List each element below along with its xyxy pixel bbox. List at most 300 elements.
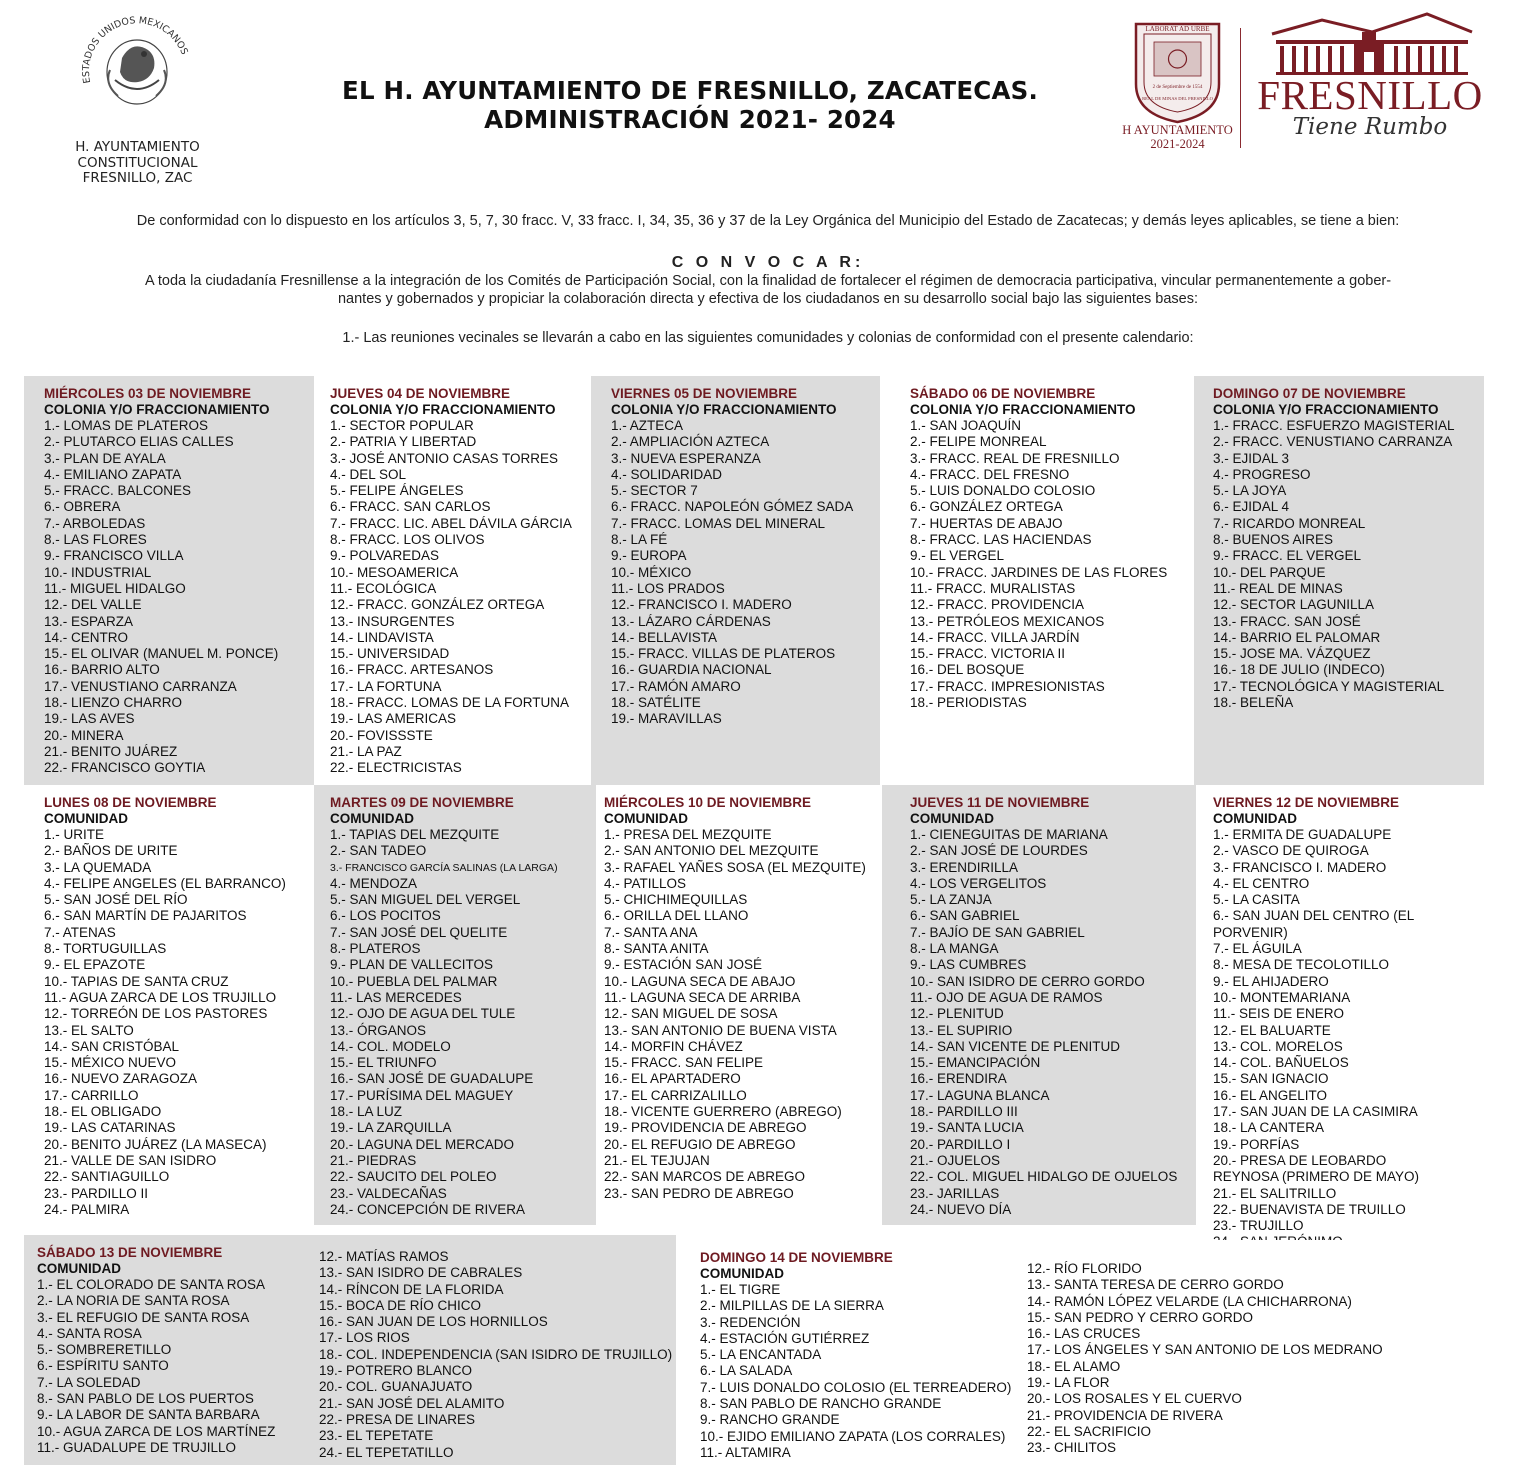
locality-item: 22.- PRESA DE LINARES <box>319 1411 476 1427</box>
locality-item: 13.- LÁZARO CÁRDENAS <box>611 613 771 629</box>
locality-item: 20.- MINERA <box>44 727 124 743</box>
locality-list <box>1027 1261 1383 1457</box>
locality-item: 18.- PARDILLO III <box>910 1104 1018 1120</box>
locality-item: 13.- EL SUPIRIO <box>910 1022 1013 1038</box>
locality-item: 5.- SAN JOSÉ DEL RÍO <box>44 892 188 908</box>
locality-item: 4.- FELIPE ANGELES (EL BARRANCO) <box>44 875 286 891</box>
locality-item: 6.- OBRERA <box>44 499 121 515</box>
locality-item: 18.- LA LUZ <box>330 1104 403 1120</box>
locality-item: 22.- ELECTRICISTAS <box>330 760 462 776</box>
locality-item: 14.- RAMÓN LÓPEZ VELARDE (LA CHICHARRONA) <box>1027 1293 1352 1309</box>
locality-item: 9.- ESTACIÓN SAN JOSÉ <box>604 957 763 973</box>
locality-item: 16.- 18 DE JULIO (INDECO) <box>1213 662 1385 678</box>
schedule-column <box>37 1241 275 1456</box>
convocatoria-line-2: nantes y gobernados y propiciar la colaboración directa y efectiva de los ciudadanos en su desarrollo social bajo las siguientes bases: <box>337 291 1199 307</box>
seal-caption-line: CONSTITUCIONAL <box>77 154 198 171</box>
locality-item: 2.- SAN ANTONIO DEL MEZQUITE <box>604 843 819 859</box>
locality-item: 18.- LIENZO CHARRO <box>44 695 183 711</box>
locality-item: 8.- SAN PABLO DE LOS PUERTOS <box>37 1391 254 1407</box>
locality-item: 3.- EL REFUGIO DE SANTA ROSA <box>37 1309 250 1325</box>
crest-caption <box>1115 124 1240 151</box>
locality-item: 13.- SAN ISIDRO DE CABRALES <box>319 1265 523 1281</box>
locality-item: 9.- RANCHO GRANDE <box>700 1412 840 1428</box>
locality-item: 7.- BAJÍO DE SAN GABRIEL <box>910 924 1085 940</box>
locality-item: 8.- LAS FLORES <box>44 532 147 548</box>
locality-item: 5.- LA CASITA <box>1213 892 1300 908</box>
locality-item: 16.- GUARDIA NACIONAL <box>611 662 772 678</box>
locality-item: 11.- OJO DE AGUA DE RAMOS <box>910 989 1103 1005</box>
locality-item: 22.- COL. MIGUEL HIDALGO DE OJUELOS <box>910 1169 1178 1185</box>
locality-item: 10.- SAN ISIDRO DE CERRO GORDO <box>910 973 1145 989</box>
locality-item: 6.- LOS POCITOS <box>330 908 441 924</box>
brand-name: FRESNILLO <box>1257 72 1483 118</box>
locality-item: 6.- ESPÍRITU SANTO <box>37 1358 169 1374</box>
locality-item: 16.- EL ANGELITO <box>1213 1087 1328 1103</box>
locality-item: 20.- EL REFUGIO DE ABREGO <box>604 1136 796 1152</box>
locality-item: 19.- SANTA LUCIA <box>910 1120 1024 1136</box>
locality-item: 1.- EL COLORADO DE SANTA ROSA <box>37 1277 266 1292</box>
locality-item: 13.- SANTA TERESA DE CERRO GORDO <box>1027 1277 1284 1293</box>
locality-item: 3.- FRANCISCO GARCÍA SALINAS (LA LARGA) <box>330 861 558 874</box>
locality-item: 17.- LOS RIOS <box>319 1330 410 1346</box>
locality-item: 14.- LINDAVISTA <box>330 629 434 645</box>
locality-item: 10.- MESOAMERICA <box>330 564 459 580</box>
locality-item: 22.- BUENAVISTA DE TRUILLO <box>1213 1201 1406 1217</box>
seal-caption-line: FRESNILLO, ZAC <box>82 170 193 186</box>
schedule-day-heading: VIERNES 12 DE NOVIEMBRE <box>1213 795 1400 810</box>
locality-item: 8.- MESA DE TECOLOTILLO <box>1213 957 1390 973</box>
locality-item: 22.- EL SACRIFICIO <box>1027 1423 1152 1439</box>
schedule-type-heading: COLONIA Y/O FRACCIONAMIENTO <box>1213 402 1439 417</box>
locality-item: 10.- MÉXICO <box>611 564 692 580</box>
locality-item: 16.- NUEVO ZARAGOZA <box>44 1071 198 1087</box>
locality-item: 11.- ALTAMIRA <box>700 1444 791 1460</box>
locality-item: 17.- TECNOLÓGICA Y MAGISTERIAL <box>1213 678 1445 694</box>
locality-item: 17.- LA FORTUNA <box>330 678 442 694</box>
locality-item: 11.- ECOLÓGICA <box>330 580 437 596</box>
brand-tagline: Tiene Rumbo <box>1292 114 1448 140</box>
schedule-column <box>1213 791 1428 1251</box>
locality-item: 3.- FRACC. REAL DE FRESNILLO <box>910 450 1120 466</box>
locality-item: 24.- PALMIRA <box>44 1201 130 1217</box>
locality-item: 9.- EL AHIJADERO <box>1213 973 1329 989</box>
locality-item: 11.- LAGUNA SECA DE ARRIBA <box>604 989 801 1005</box>
schedule-type-heading: COMUNIDAD <box>330 811 414 826</box>
locality-item: 4.- ESTACIÓN GUTIÉRREZ <box>700 1330 870 1346</box>
base-1-text: 1.- Las reuniones vecinales se llevarán a cabo en las siguientes comunidades y colonias de conformidad con el presente calendario: <box>342 330 1194 346</box>
schedule-type-heading: COMUNIDAD <box>37 1261 121 1276</box>
locality-item: 5.- FELIPE ÁNGELES <box>330 483 464 499</box>
locality-item: 5.- SOMBRERETILLO <box>37 1342 172 1358</box>
locality-item: 15.- UNIVERSIDAD <box>330 646 450 662</box>
locality-item: 2.- AMPLIACIÓN AZTECA <box>611 434 770 450</box>
locality-item: 19.- LA ZARQUILLA <box>330 1120 452 1136</box>
locality-item: 17.- SAN JUAN DE LA CASIMIRA <box>1213 1104 1418 1120</box>
crest-caption-line: 2021-2024 <box>1150 136 1205 151</box>
schedule-column <box>1027 1257 1383 1457</box>
locality-list <box>330 418 572 777</box>
locality-item: 6.- SAN MARTÍN DE PAJARITOS <box>44 908 247 924</box>
locality-item: 13.- COL. MORELOS <box>1213 1038 1343 1054</box>
locality-list <box>700 1282 1011 1461</box>
locality-item: 4.- PATILLOS <box>604 875 687 891</box>
locality-item: 1.- SECTOR POPULAR <box>330 418 474 433</box>
locality-item: 21.- VALLE DE SAN ISIDRO <box>44 1152 217 1168</box>
locality-item: 16.- ERENDIRA <box>910 1071 1007 1087</box>
locality-item: 5.- CHICHIMEQUILLAS <box>604 892 748 908</box>
locality-item: 10.- LAGUNA SECA DE ABAJO <box>604 973 796 989</box>
locality-item: 4.- SOLIDARIDAD <box>611 466 723 482</box>
locality-item: 8.- SANTA ANITA <box>604 941 709 957</box>
locality-item: 7.- SANTA ANA <box>604 924 698 940</box>
locality-item: 10.- INDUSTRIAL <box>44 564 152 580</box>
locality-item: 14.- COL. MODELO <box>330 1038 451 1054</box>
locality-item: 3.- PLAN DE AYALA <box>44 450 166 466</box>
locality-item: 22.- SANTIAGUILLO <box>44 1169 170 1185</box>
convocatoria-line-1: A toda la ciudadanía Fresnillense a la integración de los Comités de Participación Social, con la finalidad de fortalecer el régimen de democracia participativa, vincular permanentemente a gober- <box>144 273 1392 289</box>
crest-motto: LABORAT AD URBE <box>1145 25 1210 33</box>
schedule-type-heading: COLONIA Y/O FRACCIONAMIENTO <box>330 402 556 417</box>
locality-item: 15.- FRACC. VILLAS DE PLATEROS <box>611 646 836 662</box>
locality-item: 21.- PIEDRAS <box>330 1152 417 1168</box>
locality-item: 11.- FRACC. MURALISTAS <box>910 580 1076 596</box>
locality-item: 14.- FRACC. VILLA JARDÍN <box>910 629 1080 645</box>
locality-item: 19.- LAS CATARINAS <box>44 1120 176 1136</box>
locality-item: 20.- PARDILLO I <box>910 1136 1011 1152</box>
crest-ring-text: REAL DE MINAS DEL FRESNILLO <box>1142 96 1213 101</box>
schedule-column <box>1213 382 1455 711</box>
locality-item: 15.- BOCA DE RÍO CHICO <box>319 1297 482 1313</box>
locality-item: 5.- LA JOYA <box>1213 483 1287 499</box>
locality-item: 12.- DEL VALLE <box>44 597 142 613</box>
locality-list <box>910 418 1167 711</box>
locality-item: 20.- LOS ROSALES Y EL CUERVO <box>1027 1391 1242 1407</box>
locality-item: 19.- LAS AVES <box>44 711 135 727</box>
locality-item: 17.- EL CARRIZALILLO <box>604 1087 747 1103</box>
fresnillo-crest-shield <box>1130 20 1225 124</box>
locality-list <box>1213 418 1455 711</box>
locality-item: 1.- ERMITA DE GUADALUPE <box>1213 827 1392 842</box>
locality-item: 14.- COL. BAÑUELOS <box>1213 1055 1349 1071</box>
locality-item: 10.- EJIDO EMILIANO ZAPATA (LOS CORRALES) <box>700 1428 1006 1444</box>
schedule-column <box>700 1246 1011 1461</box>
locality-item: 14.- RÍNCON DE LA FLORIDA <box>319 1281 504 1297</box>
seal-ring-text: ESTADOS UNIDOS MEXICANOS <box>80 15 190 85</box>
locality-item: 14.- SAN CRISTÓBAL <box>44 1038 180 1054</box>
locality-item: 6.- EJIDAL 4 <box>1213 499 1290 515</box>
locality-item: 7.- FRACC. LIC. ABEL DÁVILA GÁRCIA <box>330 515 572 531</box>
schedule-column <box>330 382 572 777</box>
locality-item: 19.- POTRERO BLANCO <box>319 1363 473 1379</box>
locality-item: 2.- VASCO DE QUIROGA <box>1213 843 1369 859</box>
locality-item: 21.- LA PAZ <box>330 743 402 759</box>
locality-item: 22.- FRANCISCO GOYTIA <box>44 760 206 776</box>
convocar-heading: C O N V O C A R: <box>671 254 865 271</box>
schedule-day-heading: SÁBADO 06 DE NOVIEMBRE <box>910 386 1096 401</box>
locality-item: 15.- EL TRIUNFO <box>330 1055 437 1071</box>
locality-item: 9.- FRACC. EL VERGEL <box>1213 548 1362 564</box>
locality-item: 14.- MORFIN CHÁVEZ <box>604 1038 743 1054</box>
locality-item: 7.- HUERTAS DE ABAJO <box>910 515 1063 531</box>
locality-item: 21.- BENITO JUÁREZ <box>44 743 178 759</box>
locality-item: 7.- FRACC. LOMAS DEL MINERAL <box>611 515 826 531</box>
locality-item: 9.- EUROPA <box>611 548 687 564</box>
schedule-column <box>910 382 1167 711</box>
locality-item: 22.- SAUCITO DEL POLEO <box>330 1169 497 1185</box>
locality-item: 20.- PRESA DE LEOBARDO REYNOSA (PRIMERO DE MAYO) <box>1213 1152 1420 1185</box>
locality-item: 9.- PLAN DE VALLECITOS <box>330 957 494 973</box>
locality-item: 3.- RAFAEL YAÑES SOSA (EL MEZQUITE) <box>604 859 866 875</box>
locality-item: 12.- OJO DE AGUA DEL TULE <box>330 1006 516 1022</box>
schedule-column <box>910 791 1177 1218</box>
title-line-1: EL H. AYUNTAMIENTO DE FRESNILLO, ZACATECAS. <box>342 76 1038 105</box>
locality-item: 12.- FRACC. GONZÁLEZ ORTEGA <box>330 597 545 613</box>
locality-item: 1.- FRACC. ESFUERZO MAGISTERIAL <box>1213 418 1455 433</box>
schedule-type-heading: COMUNIDAD <box>910 811 994 826</box>
locality-list <box>910 827 1177 1218</box>
logo-divider <box>1240 28 1241 148</box>
locality-item: 1.- TAPIAS DEL MEZQUITE <box>330 827 500 842</box>
locality-item: 15.- JOSE MA. VÁZQUEZ <box>1213 646 1371 662</box>
locality-item: 1.- EL TIGRE <box>700 1282 781 1297</box>
locality-item: 9.- POLVAREDAS <box>330 548 440 564</box>
locality-item: 4.- EL CENTRO <box>1213 875 1310 891</box>
locality-item: 18.- SATÉLITE <box>611 695 701 711</box>
locality-item: 9.- EL VERGEL <box>910 548 1005 564</box>
locality-item: 13.- INSURGENTES <box>330 613 455 629</box>
locality-list <box>319 1249 672 1461</box>
locality-item: 21.- EL TEJUJAN <box>604 1152 710 1168</box>
locality-item: 1.- URITE <box>44 827 105 842</box>
locality-item: 6.- SAN JUAN DEL CENTRO (EL PORVENIR) <box>1213 908 1414 940</box>
schedule-column <box>604 791 866 1202</box>
locality-list <box>1213 827 1428 1251</box>
locality-item: 10.- DEL PARQUE <box>1213 564 1326 580</box>
locality-item: 5.- FRACC. BALCONES <box>44 483 192 499</box>
locality-item: 17.- LOS ÁNGELES Y SAN ANTONIO DE LOS MEDRANO <box>1027 1342 1383 1358</box>
locality-item: 17.- PURÍSIMA DEL MAGUEY <box>330 1087 514 1103</box>
locality-item: 15.- FRACC. SAN FELIPE <box>604 1055 764 1071</box>
locality-list <box>330 827 558 1218</box>
locality-item: 20.- FOVISSSTE <box>330 727 433 743</box>
locality-item: 5.- SAN MIGUEL DEL VERGEL <box>330 892 521 908</box>
locality-item: 4.- LOS VERGELITOS <box>910 875 1047 891</box>
locality-item: 18.- COL. INDEPENDENCIA (SAN ISIDRO DE TRUJILLO) <box>319 1346 673 1362</box>
crest-caption-line: H AYUNTAMIENTO <box>1122 123 1233 137</box>
locality-item: 21.- PROVIDENCIA DE RIVERA <box>1027 1407 1223 1423</box>
locality-item: 13.- ESPARZA <box>44 613 134 629</box>
locality-item: 8.- SAN PABLO DE RANCHO GRANDE <box>700 1396 942 1412</box>
locality-item: 3.- EJIDAL 3 <box>1213 450 1290 466</box>
locality-item: 4.- DEL SOL <box>330 466 407 482</box>
schedule-day-heading: JUEVES 11 DE NOVIEMBRE <box>910 795 1090 810</box>
locality-item: 18.- EL ALAMO <box>1027 1358 1121 1374</box>
locality-item: 5.- SECTOR 7 <box>611 483 698 499</box>
schedule-day-heading: MIÉRCOLES 03 DE NOVIEMBRE <box>44 386 252 401</box>
seal-caption <box>50 140 225 187</box>
schedule-type-heading: COMUNIDAD <box>44 811 128 826</box>
locality-item: 12.- SECTOR LAGUNILLA <box>1213 597 1375 613</box>
locality-item: 21.- EL SALITRILLO <box>1213 1185 1337 1201</box>
locality-item: 8.- PLATEROS <box>330 941 421 957</box>
locality-list <box>44 827 286 1218</box>
locality-item: 3.- LA QUEMADA <box>44 859 152 875</box>
locality-item: 16.- FRACC. ARTESANOS <box>330 662 494 678</box>
locality-item: 11.- MIGUEL HIDALGO <box>44 580 186 596</box>
seal-caption-line: H. AYUNTAMIENTO <box>75 139 200 155</box>
locality-item: 17.- VENUSTIANO CARRANZA <box>44 678 237 694</box>
locality-item: 4.- PROGRESO <box>1213 466 1311 482</box>
intro-paragraph: De conformidad con lo dispuesto en los artículos 3, 5, 7, 30 fracc. V, 33 fracc. I, 34, 35, 36 y 37 de la Ley Orgánica del Municipio del Estado de Zacatecas; y demás leyes aplicables, se tiene a bien: <box>136 213 1400 229</box>
locality-item: 20.- LAGUNA DEL MERCADO <box>330 1136 515 1152</box>
schedule-column <box>44 791 286 1218</box>
locality-item: 18.- VICENTE GUERRERO (ABREGO) <box>604 1104 842 1120</box>
locality-item: 23.- CHILITOS <box>1027 1440 1117 1456</box>
locality-item: 15.- SAN PEDRO Y CERRO GORDO <box>1027 1309 1254 1325</box>
locality-item: 19.- PROVIDENCIA DE ABREGO <box>604 1120 807 1136</box>
locality-item: 10.- FRACC. JARDINES DE LAS FLORES <box>910 564 1168 580</box>
locality-item: 15.- MÉXICO NUEVO <box>44 1055 177 1071</box>
locality-item: 15.- EL OLIVAR (MANUEL M. PONCE) <box>44 646 279 662</box>
locality-item: 13.- SAN ANTONIO DE BUENA VISTA <box>604 1022 837 1038</box>
locality-item: 20.- COL. GUANAJUATO <box>319 1379 473 1395</box>
locality-item: 12.- FRACC. PROVIDENCIA <box>910 597 1085 613</box>
locality-item: 15.- FRACC. VICTORIA II <box>910 646 1066 662</box>
locality-item: 24.- NUEVO DÍA <box>910 1201 1012 1217</box>
locality-item: 11.- SEIS DE ENERO <box>1213 1006 1345 1022</box>
locality-item: 3.- JOSÉ ANTONIO CASAS TORRES <box>330 450 559 466</box>
locality-item: 2.- LA NORIA DE SANTA ROSA <box>37 1293 230 1309</box>
locality-item: 1.- SAN JOAQUÍN <box>910 418 1022 433</box>
locality-list <box>604 827 866 1202</box>
locality-item: 16.- DEL BOSQUE <box>910 662 1025 678</box>
locality-list <box>611 418 853 728</box>
locality-item: 19.- MARAVILLAS <box>611 711 722 727</box>
locality-item: 7.- ARBOLEDAS <box>44 515 146 531</box>
locality-item: 18.- BELEÑA <box>1213 695 1294 711</box>
locality-item: 4.- EMILIANO ZAPATA <box>44 466 182 482</box>
locality-item: 8.- BUENOS AIRES <box>1213 532 1334 548</box>
schedule-type-heading: COMUNIDAD <box>1213 811 1297 826</box>
schedule-day-heading: LUNES 08 DE NOVIEMBRE <box>44 795 217 810</box>
locality-item: 12.- TORREÓN DE LOS PASTORES <box>44 1006 268 1022</box>
locality-item: 4.- SANTA ROSA <box>37 1325 142 1341</box>
locality-item: 6.- FRACC. SAN CARLOS <box>330 499 491 515</box>
locality-item: 2.- SAN TADEO <box>330 843 427 859</box>
locality-item: 7.- LA SOLEDAD <box>37 1374 141 1390</box>
locality-item: 17.- CARRILLO <box>44 1087 139 1103</box>
locality-item: 14.- BELLAVISTA <box>611 629 718 645</box>
locality-item: 21.- OJUELOS <box>910 1152 1001 1168</box>
locality-item: 12.- RÍO FLORIDO <box>1027 1261 1142 1276</box>
schedule-day-heading: DOMINGO 07 DE NOVIEMBRE <box>1213 386 1406 401</box>
locality-item: 1.- LOMAS DE PLATEROS <box>44 418 209 433</box>
locality-item: 7.- EL ÁGUILA <box>1213 941 1302 957</box>
locality-item: 10.- PUEBLA DEL PALMAR <box>330 973 498 989</box>
locality-item: 13.- PETRÓLEOS MEXICANOS <box>910 613 1105 629</box>
locality-item: 12.- MATÍAS RAMOS <box>319 1249 449 1264</box>
locality-item: 11.- LAS MERCEDES <box>330 989 462 1005</box>
locality-item: 2.- PLUTARCO ELIAS CALLES <box>44 434 234 450</box>
fresnillo-skyline-logo <box>1262 12 1482 76</box>
schedule-column <box>330 791 558 1218</box>
locality-item: 18.- FRACC. LOMAS DE LA FORTUNA <box>330 695 570 711</box>
locality-item: 3.- NUEVA ESPERANZA <box>611 450 761 466</box>
locality-item: 9.- FRANCISCO VILLA <box>44 548 184 564</box>
locality-item: 13.- ÓRGANOS <box>330 1022 427 1038</box>
convocatoria-paragraph <box>40 272 1496 308</box>
locality-item: 5.- LA ZANJA <box>910 892 992 908</box>
locality-item: 3.- ERENDIRILLA <box>910 859 1019 875</box>
locality-item: 5.- LUIS DONALDO COLOSIO <box>910 483 1096 499</box>
locality-item: 13.- FRACC. SAN JOSÉ <box>1213 613 1361 629</box>
locality-item: 16.- LAS CRUCES <box>1027 1326 1141 1342</box>
locality-item: 18.- PERIODISTAS <box>910 695 1027 711</box>
locality-item: 8.- FRACC. LOS OLIVOS <box>330 532 485 548</box>
locality-item: 10.- AGUA ZARCA DE LOS MARTÍNEZ <box>37 1423 276 1439</box>
document-title <box>270 76 1110 134</box>
locality-item: 23.- EL TEPETATE <box>319 1428 434 1444</box>
locality-item: 21.- SAN JOSÉ DEL ALAMITO <box>319 1395 505 1411</box>
locality-item: 8.- FRACC. LAS HACIENDAS <box>910 532 1092 548</box>
locality-item: 14.- BARRIO EL PALOMAR <box>1213 629 1381 645</box>
locality-item: 15.- EMANCIPACIÓN <box>910 1055 1041 1071</box>
locality-item: 2.- BAÑOS DE URITE <box>44 843 178 859</box>
title-line-2: ADMINISTRACIÓN 2021- 2024 <box>484 105 896 134</box>
locality-item: 16.- EL APARTADERO <box>604 1071 741 1087</box>
locality-item: 6.- ORILLA DEL LLANO <box>604 908 749 924</box>
locality-item: 1.- PRESA DEL MEZQUITE <box>604 827 772 842</box>
locality-item: 23.- PARDILLO II <box>44 1185 149 1201</box>
crest-date: 2 de Septiembre de 1554 <box>1152 85 1203 90</box>
schedule-type-heading: COLONIA Y/O FRACCIONAMIENTO <box>44 402 270 417</box>
locality-item: 12.- FRANCISCO I. MADERO <box>611 597 792 613</box>
locality-item: 6.- GONZÁLEZ ORTEGA <box>910 499 1063 515</box>
locality-item: 14.- CENTRO <box>44 629 129 645</box>
locality-item: 24.- CONCEPCIÓN DE RIVERA <box>330 1201 526 1217</box>
locality-item: 1.- AZTECA <box>611 418 684 433</box>
locality-item: 23.- JARILLAS <box>910 1185 1000 1201</box>
locality-item: 8.- TORTUGUILLAS <box>44 941 167 957</box>
locality-item: 9.- LAS CUMBRES <box>910 957 1027 973</box>
locality-item: 7.- RICARDO MONREAL <box>1213 515 1366 531</box>
schedule-day-heading: JUEVES 04 DE NOVIEMBRE <box>330 386 511 401</box>
locality-item: 19.- LA FLOR <box>1027 1375 1110 1391</box>
locality-item: 24.- EL TEPETATILLO <box>319 1444 454 1460</box>
locality-item: 10.- MONTEMARIANA <box>1213 989 1351 1005</box>
schedule-day-heading: MIÉRCOLES 10 DE NOVIEMBRE <box>604 795 812 810</box>
locality-item: 13.- EL SALTO <box>44 1022 134 1038</box>
locality-item: 6.- SAN GABRIEL <box>910 908 1020 924</box>
locality-item: 12.- EL BALUARTE <box>1213 1022 1331 1038</box>
locality-item: 6.- FRACC. NAPOLEÓN GÓMEZ SADA <box>611 499 854 515</box>
locality-item: 2.- MILPILLAS DE LA SIERRA <box>700 1298 884 1314</box>
locality-item: 23.- TRUJILLO <box>1213 1218 1304 1234</box>
locality-item: 20.- BENITO JUÁREZ (LA MASECA) <box>44 1136 267 1152</box>
schedule-column <box>319 1245 672 1461</box>
locality-item: 9.- LA LABOR DE SANTA BARBARA <box>37 1407 260 1423</box>
schedule-column <box>44 382 278 777</box>
schedule-day-heading: DOMINGO 14 DE NOVIEMBRE <box>700 1250 893 1265</box>
locality-list <box>37 1277 275 1456</box>
locality-item: 8.- LA FÉ <box>611 532 668 548</box>
schedule-day-heading: MARTES 09 DE NOVIEMBRE <box>330 795 514 810</box>
locality-item: 10.- TAPIAS DE SANTA CRUZ <box>44 973 229 989</box>
locality-item: 22.- SAN MARCOS DE ABREGO <box>604 1169 806 1185</box>
locality-item: 18.- LA CANTERA <box>1213 1120 1325 1136</box>
mexican-coat-of-arms-seal <box>70 10 205 118</box>
locality-item: 7.- ATENAS <box>44 924 116 940</box>
